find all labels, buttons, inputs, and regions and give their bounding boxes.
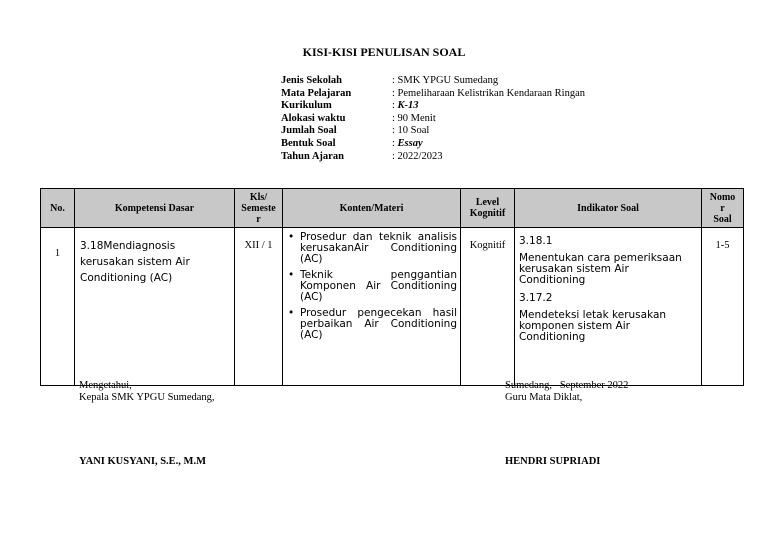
header-nomor-soal bbox=[702, 189, 744, 228]
indikator-text: Menentukan cara pemeriksaan kerusakan sistem Air Conditioning bbox=[519, 252, 682, 286]
meta-label: Jenis Sekolah bbox=[281, 75, 342, 86]
cell-level-kognitif: Kognitif bbox=[461, 228, 515, 386]
bullet-icon: • bbox=[288, 231, 295, 243]
header-level-kognitif bbox=[461, 189, 515, 228]
signature-left-line: Kepala SMK YPGU Sumedang, bbox=[79, 392, 215, 403]
meta-label: Kurikulum bbox=[281, 100, 332, 112]
header-no: No. bbox=[41, 189, 75, 228]
bullet-icon: • bbox=[288, 307, 295, 319]
indikator-text: Mendeteksi letak kerusakan komponen sistem Air Conditioning bbox=[519, 309, 667, 343]
header-kompetensi-dasar: Kompetensi Dasar bbox=[75, 189, 235, 228]
cell-konten-materi bbox=[283, 228, 461, 386]
table-header-row bbox=[41, 189, 744, 228]
table-row bbox=[41, 228, 744, 386]
signature-block-left bbox=[79, 380, 215, 404]
meta-value bbox=[392, 100, 419, 113]
header-kls-line: Kls/ bbox=[249, 191, 268, 203]
meta-value-prefix: : bbox=[392, 137, 398, 149]
signature-block-right bbox=[505, 380, 628, 404]
meta-value: : SMK YPGU Sumedang bbox=[392, 75, 499, 86]
header-kls-line: r bbox=[256, 213, 261, 225]
cell-no: 1 bbox=[41, 228, 75, 386]
materi-list-item bbox=[288, 231, 457, 265]
signatory-name-left: YANI KUSYANI, S.E., M.M bbox=[79, 456, 206, 467]
cell-kompetensi-dasar: 3.18Mendiagnosis kerusakan sistem Air Conditioning (AC) bbox=[75, 228, 235, 386]
signature-right-line: Guru Mata Diklat, bbox=[505, 392, 583, 403]
header-konten-materi: Konten/Materi bbox=[283, 189, 461, 228]
meta-row-tahun-ajaran bbox=[281, 151, 585, 164]
materi-text: Prosedur dan teknik analisis kerusakanAir Conditioning (AC) bbox=[300, 231, 457, 265]
document-metadata bbox=[281, 75, 585, 163]
kisi-kisi-table bbox=[40, 188, 744, 386]
materi-list bbox=[286, 232, 457, 341]
signature-left-line: Mengetahui, bbox=[79, 380, 132, 391]
indikator-code: 3.18.1 bbox=[519, 235, 553, 247]
meta-row-bentuk-soal bbox=[281, 138, 585, 151]
meta-row-alokasi-waktu bbox=[281, 113, 585, 126]
meta-label: Tahun Ajaran bbox=[281, 150, 344, 162]
materi-list-item bbox=[288, 307, 457, 341]
bullet-icon: • bbox=[288, 269, 295, 281]
meta-value-prefix: : bbox=[392, 100, 398, 112]
header-level-line: Kognitif bbox=[469, 208, 506, 219]
meta-value: : Pemeliharaan Kelistrikan Kendaraan Ringan bbox=[392, 87, 586, 99]
meta-value: : 2022/2023 bbox=[392, 150, 443, 162]
indikator-code: 3.17.2 bbox=[519, 292, 553, 304]
header-kelas-semester bbox=[235, 189, 283, 228]
meta-row-jumlah-soal bbox=[281, 125, 585, 138]
meta-label: Jumlah Soal bbox=[281, 125, 337, 137]
meta-value: : 10 Soal bbox=[392, 125, 430, 137]
header-nomor-line: Soal bbox=[713, 213, 732, 225]
header-indikator-soal: Indikator Soal bbox=[515, 189, 702, 228]
meta-value-emphasis: K-13 bbox=[397, 100, 419, 112]
meta-row-mata-pelajaran bbox=[281, 88, 585, 101]
materi-list-item bbox=[288, 269, 457, 303]
cell-nomor-soal: 1-5 bbox=[702, 228, 744, 386]
signature-right-line: Sumedang, September 2022 bbox=[505, 380, 629, 391]
cell-indikator-soal bbox=[515, 228, 702, 386]
meta-label: Bentuk Soal bbox=[281, 137, 336, 149]
signatory-name-right: HENDRI SUPRIADI bbox=[505, 456, 601, 467]
meta-row-jenis-sekolah bbox=[281, 75, 585, 88]
meta-value bbox=[392, 138, 423, 151]
meta-value-emphasis: Essay bbox=[397, 137, 423, 149]
meta-label: Alokasi waktu bbox=[281, 112, 346, 124]
materi-text: Prosedur pengecekan hasil perbaikan Air Conditioning (AC) bbox=[300, 307, 457, 341]
cell-kelas-semester: XII / 1 bbox=[235, 228, 283, 386]
materi-text: Teknik penggantian Komponen Air Conditioning (AC) bbox=[300, 269, 457, 303]
header-nomor-line: r bbox=[720, 202, 725, 214]
header-level-line: Level bbox=[475, 197, 500, 208]
meta-value: : 90 Menit bbox=[392, 112, 436, 124]
header-kls-line: Semeste bbox=[241, 202, 276, 214]
header-nomor-line: Nomo bbox=[709, 191, 736, 203]
meta-row-kurikulum bbox=[281, 100, 585, 113]
document-title: KISI-KISI PENULISAN SOAL bbox=[302, 45, 466, 59]
meta-label: Mata Pelajaran bbox=[281, 87, 352, 99]
